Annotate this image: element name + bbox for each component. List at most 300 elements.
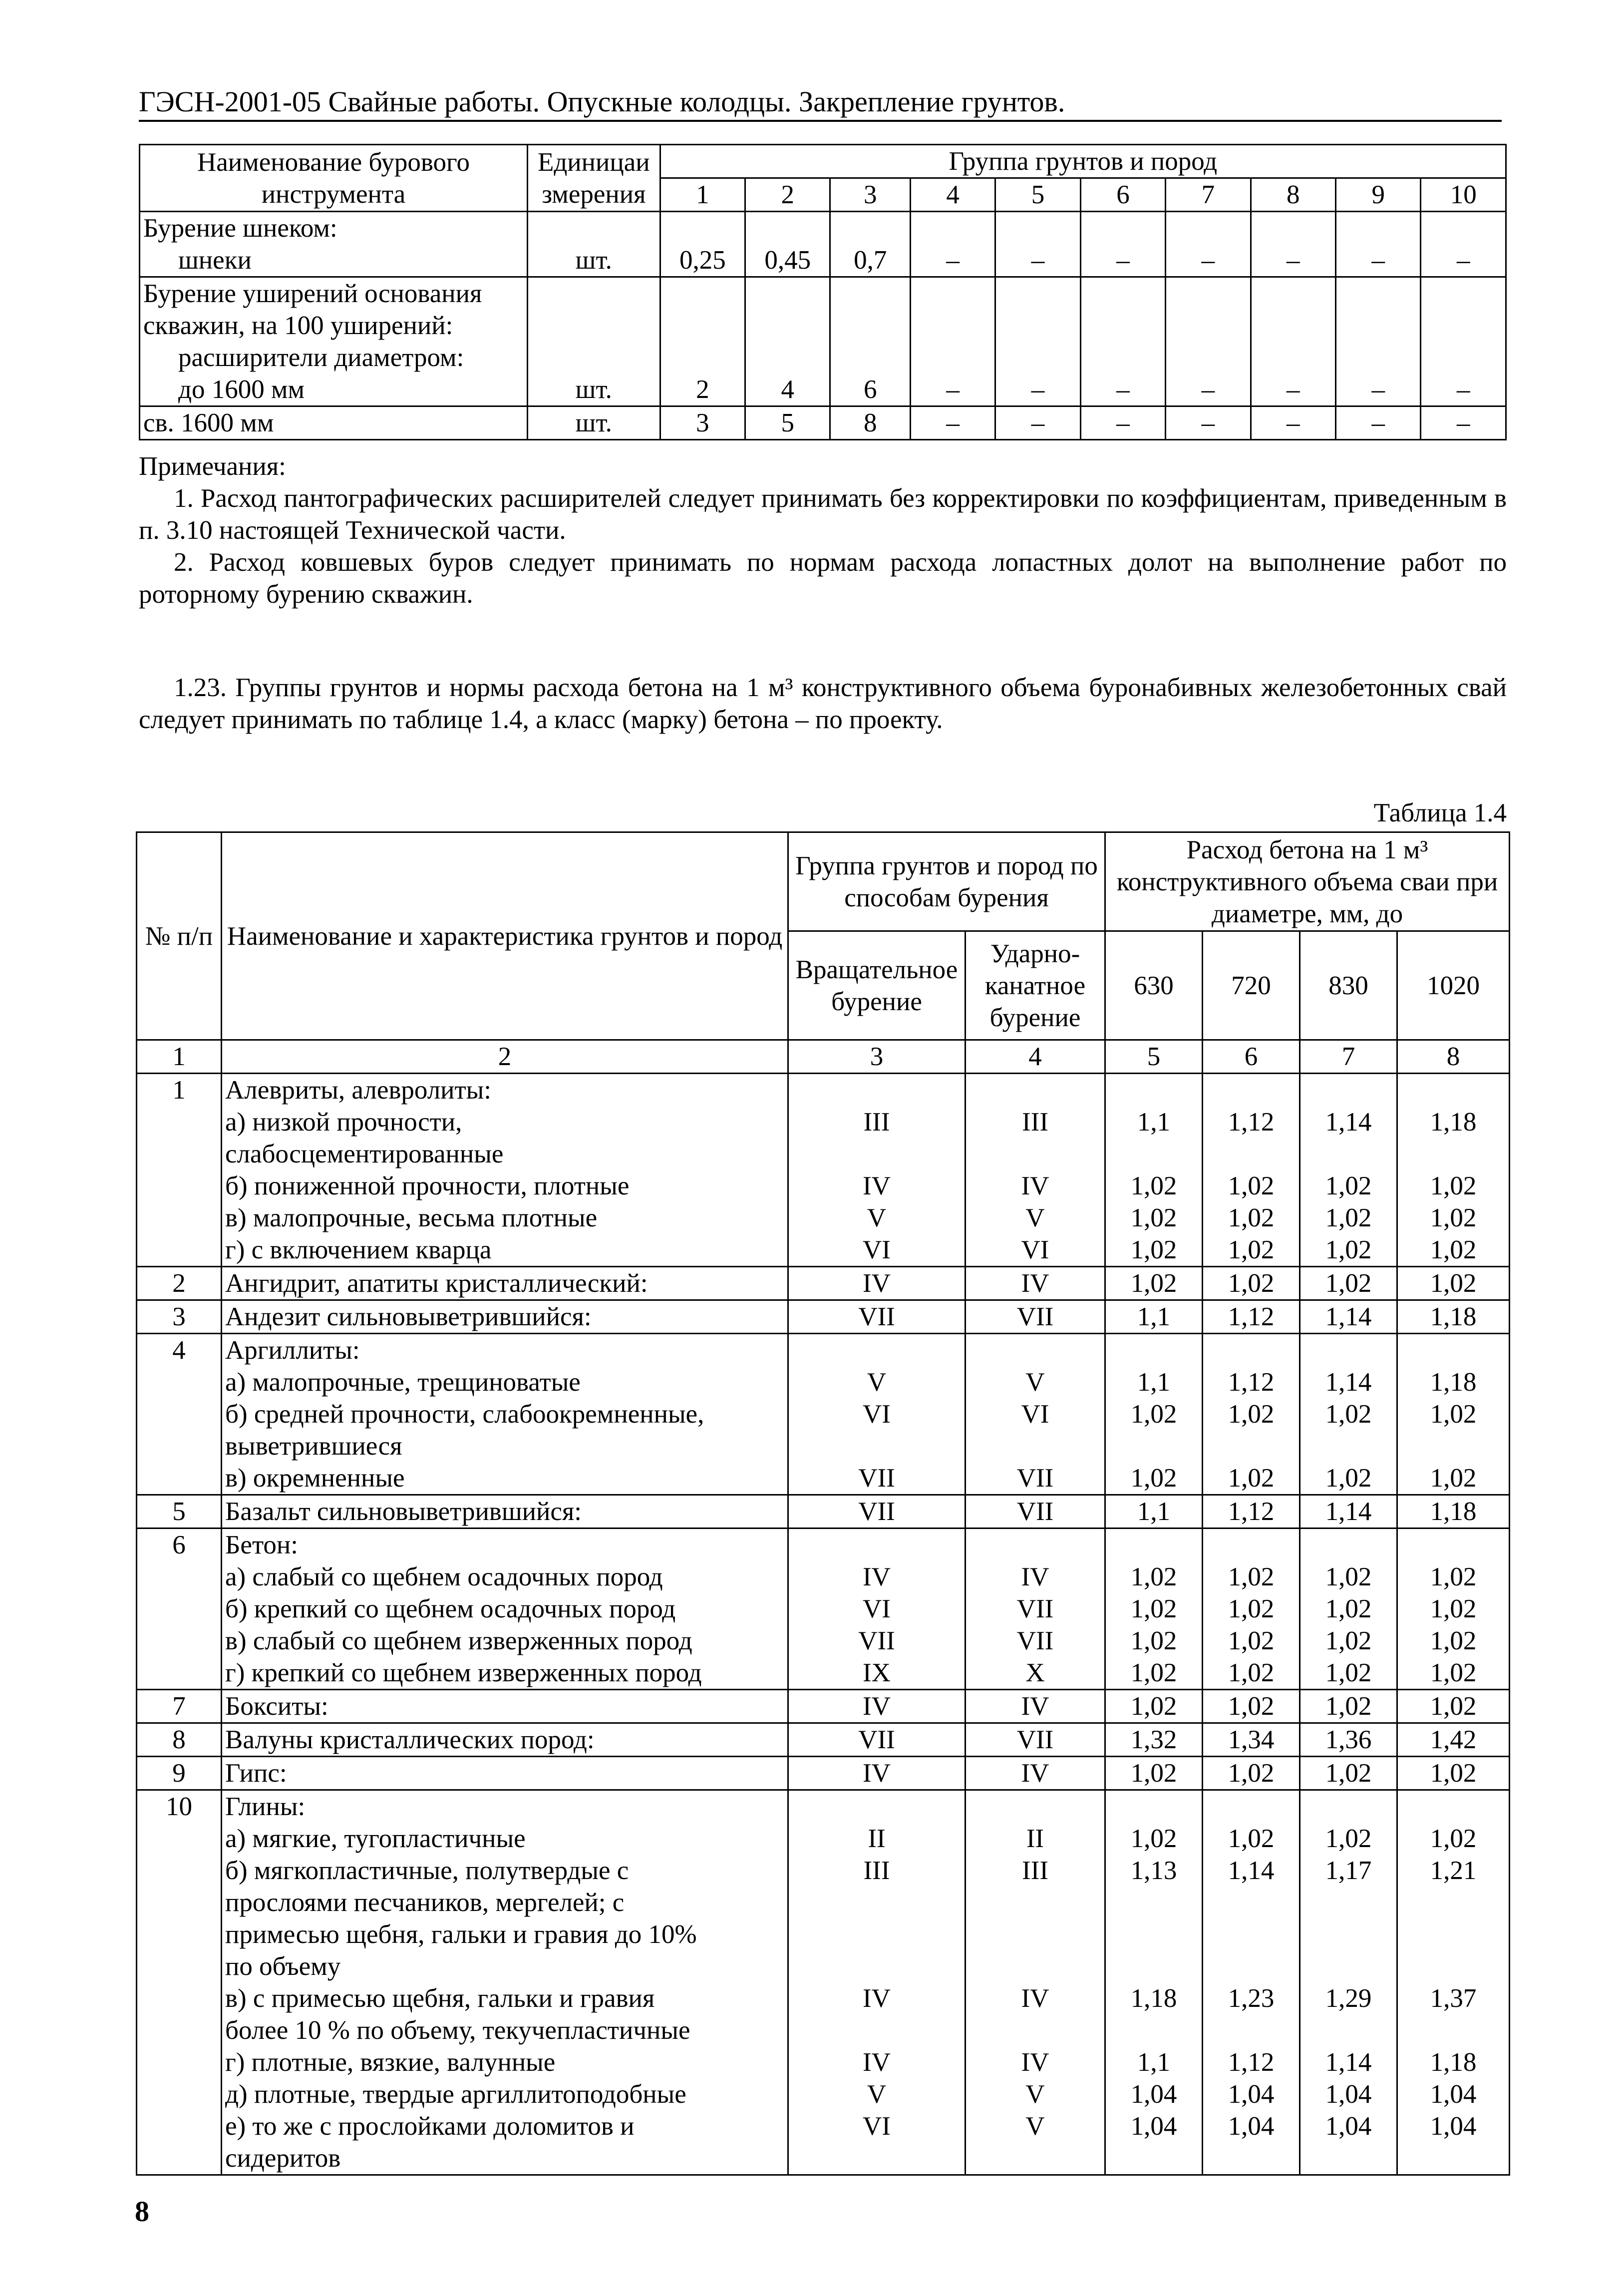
cell-line: 1,04 bbox=[1430, 2112, 1477, 2141]
cell-line: 1,02 bbox=[1430, 1594, 1477, 1623]
cell-line: IV bbox=[1021, 1984, 1049, 2013]
unit-value: шт. bbox=[575, 246, 612, 275]
value-text: 0,25 bbox=[679, 246, 726, 275]
table1-value bbox=[1336, 212, 1421, 277]
consumption-value bbox=[1105, 1528, 1203, 1690]
cell-line: 1,02 bbox=[1325, 1203, 1372, 1232]
soil-name bbox=[222, 1690, 788, 1723]
cell-line bbox=[1303, 2142, 1393, 2174]
cell-line: 1,12 bbox=[1228, 1368, 1275, 1397]
table1-value bbox=[910, 406, 995, 440]
cell-line: 1,02 bbox=[1325, 1824, 1372, 1853]
value-text: 8 bbox=[863, 408, 877, 437]
soil-name-line: в) окремненные bbox=[225, 1464, 405, 1493]
cell-line bbox=[969, 1138, 1101, 1170]
cell-line: IV bbox=[1021, 1269, 1049, 1298]
soil-name bbox=[222, 1495, 788, 1528]
value-text: – bbox=[946, 246, 960, 275]
cell-line: 1,02 bbox=[1430, 1464, 1477, 1493]
row-number: 1 bbox=[137, 1074, 222, 1267]
consumption-value bbox=[1397, 1723, 1510, 1757]
soil-name-line: а) низкой прочности, bbox=[225, 1108, 462, 1137]
soil-name-line: в) слабый со щебнем изверженных пород bbox=[225, 1626, 692, 1655]
cell-line: 1,02 bbox=[1430, 1400, 1477, 1429]
table1-value bbox=[1251, 277, 1335, 406]
table1-value bbox=[660, 406, 745, 440]
table1-group-number: 10 bbox=[1421, 178, 1506, 212]
running-header: ГЭСН-2001-05 Свайные работы. Опускные колодцы. Закрепление грунтов. bbox=[139, 85, 1065, 118]
diameter-header: 830 bbox=[1300, 931, 1397, 1040]
cell-line bbox=[1206, 2142, 1296, 2174]
cell-line: 1,02 bbox=[1228, 1400, 1275, 1429]
value-text: – bbox=[1456, 246, 1470, 275]
diameter-header: 1020 bbox=[1397, 931, 1510, 1040]
consumption-value bbox=[1105, 1300, 1203, 1334]
cell-line: 1,02 bbox=[1430, 1203, 1477, 1232]
cell-line bbox=[792, 1950, 962, 1982]
column-index: 2 bbox=[222, 1040, 788, 1074]
cell-line: IV bbox=[863, 1692, 891, 1721]
table1-group-number: 1 bbox=[660, 178, 745, 212]
cell-line bbox=[1303, 1430, 1393, 1462]
cell-line bbox=[1303, 1791, 1393, 1823]
cell-line: IV bbox=[863, 1759, 891, 1788]
cell-line bbox=[969, 1430, 1101, 1462]
table1-value bbox=[830, 212, 910, 277]
table2-column-index-row bbox=[137, 1040, 1510, 1074]
cell-line bbox=[792, 1791, 962, 1823]
cell-line: 1,02 bbox=[1130, 1594, 1177, 1623]
soil-name-line: Гипс: bbox=[225, 1759, 287, 1788]
cell-line: VI bbox=[863, 1235, 891, 1264]
table-row bbox=[137, 1267, 1510, 1300]
consumption-value bbox=[1105, 1267, 1203, 1300]
cell-line bbox=[1206, 2014, 1296, 2046]
consumption-value bbox=[1397, 1267, 1510, 1300]
cell-line: 1,04 bbox=[1325, 2080, 1372, 2109]
table1-value bbox=[660, 212, 745, 277]
cell-line bbox=[1401, 1791, 1506, 1823]
consumption-value bbox=[1397, 1495, 1510, 1528]
table1-value bbox=[1251, 212, 1335, 277]
consumption-value bbox=[1300, 1723, 1397, 1757]
group-value bbox=[788, 1267, 966, 1300]
value-text: 2 bbox=[696, 375, 709, 404]
group-value bbox=[966, 1757, 1105, 1790]
cell-line: V bbox=[867, 1368, 887, 1397]
cell-line bbox=[1206, 1430, 1296, 1462]
table1-value bbox=[995, 212, 1080, 277]
value-text: 4 bbox=[781, 375, 795, 404]
cell-line bbox=[1401, 1074, 1506, 1106]
cell-line: 1,02 bbox=[1325, 1562, 1372, 1591]
cell-line: VI bbox=[863, 2112, 891, 2141]
table2-col-name: Наименование и характеристика грунтов и пород bbox=[222, 832, 788, 1040]
column-index: 7 bbox=[1300, 1040, 1397, 1074]
cell-line: 1,36 bbox=[1325, 1725, 1372, 1754]
row-number: 3 bbox=[137, 1300, 222, 1334]
row-number: 7 bbox=[137, 1690, 222, 1723]
table-row bbox=[140, 277, 1506, 406]
table2-header-row-1 bbox=[137, 832, 1510, 931]
table1-value bbox=[1166, 212, 1251, 277]
consumption-value bbox=[1300, 1690, 1397, 1723]
table1-body bbox=[140, 212, 1506, 440]
cell-line: 1,04 bbox=[1130, 2080, 1177, 2109]
consumption-value bbox=[1397, 1300, 1510, 1334]
consumption-value bbox=[1203, 1074, 1300, 1267]
soil-name-line: д) плотные, твердые аргиллитоподобные bbox=[225, 2080, 686, 2109]
cell-line: III bbox=[863, 1856, 890, 1885]
cell-line bbox=[1109, 1950, 1199, 1982]
soil-name bbox=[222, 1334, 788, 1495]
value-text: – bbox=[1201, 408, 1215, 437]
table1-unit bbox=[527, 277, 660, 406]
table-row bbox=[137, 1495, 1510, 1528]
table1-col-name: Наименование бурового инструмента bbox=[140, 145, 528, 212]
cell-line: 1,1 bbox=[1137, 1302, 1171, 1331]
consumption-value bbox=[1203, 1690, 1300, 1723]
group-value bbox=[788, 1790, 966, 2175]
cell-line bbox=[1401, 2014, 1506, 2046]
soil-name-line: по объему bbox=[225, 1952, 341, 1981]
cell-line: IV bbox=[863, 1984, 891, 2013]
cell-line bbox=[1303, 1074, 1393, 1106]
table1-tool-name bbox=[140, 212, 528, 277]
cell-line bbox=[1109, 1074, 1199, 1106]
cell-line: VII bbox=[1016, 1497, 1054, 1526]
consumption-value bbox=[1203, 1757, 1300, 1790]
cell-line bbox=[792, 1529, 962, 1561]
table1-group-number: 6 bbox=[1080, 178, 1165, 212]
cell-line: VII bbox=[1016, 1464, 1054, 1493]
group-value bbox=[966, 1690, 1105, 1723]
cell-line: 1,02 bbox=[1430, 1269, 1477, 1298]
cell-line bbox=[1206, 1529, 1296, 1561]
cell-line bbox=[1303, 1529, 1393, 1561]
cell-line: VI bbox=[1021, 1235, 1049, 1264]
soil-name-line: б) пониженной прочности, плотные bbox=[225, 1171, 630, 1200]
cell-line: 1,1 bbox=[1137, 1497, 1171, 1526]
consumption-value bbox=[1300, 1334, 1397, 1495]
cell-line bbox=[1109, 1791, 1199, 1823]
row-number: 9 bbox=[137, 1757, 222, 1790]
tool-name-line: шнеки bbox=[178, 246, 252, 275]
cell-line bbox=[1401, 2142, 1506, 2174]
soil-name-line: Андезит сильновыветрившийся: bbox=[225, 1302, 592, 1331]
cell-line: IV bbox=[863, 1562, 891, 1591]
cell-line: 1,04 bbox=[1228, 2112, 1275, 2141]
cell-line: III bbox=[1022, 1856, 1048, 1885]
table-row bbox=[137, 1528, 1510, 1690]
cell-line: II bbox=[868, 1824, 886, 1853]
table1-tool-name bbox=[140, 406, 528, 440]
cell-line: 1,02 bbox=[1325, 1692, 1372, 1721]
table-row bbox=[137, 1074, 1510, 1267]
table1-value bbox=[1336, 406, 1421, 440]
drilling-tools-table bbox=[139, 144, 1507, 440]
cell-line: 1,18 bbox=[1430, 2048, 1477, 2077]
cell-line: 1,02 bbox=[1228, 1269, 1275, 1298]
cell-line bbox=[1109, 1334, 1199, 1366]
cell-line: VII bbox=[858, 1497, 895, 1526]
cell-line bbox=[1401, 1887, 1506, 1918]
note-1: 1. Расход пантографических расширителей следует принимать без корректировки по коэффициентам, приведенным в п. 3.10 настоящей Технической части. bbox=[139, 484, 1507, 545]
soil-name-line: б) мягкопластичные, полутвердые с bbox=[225, 1856, 629, 1885]
cell-line: 1,02 bbox=[1430, 1626, 1477, 1655]
column-index: 8 bbox=[1397, 1040, 1510, 1074]
soil-name-line: а) мягкие, тугопластичные bbox=[225, 1824, 526, 1853]
row-number: 8 bbox=[137, 1723, 222, 1757]
cell-line: 1,14 bbox=[1325, 1368, 1372, 1397]
cell-line bbox=[792, 1887, 962, 1918]
cell-line: 1,02 bbox=[1430, 1562, 1477, 1591]
cell-line bbox=[1206, 1950, 1296, 1982]
consumption-value bbox=[1203, 1790, 1300, 2175]
soil-name-line: а) слабый со щебнем осадочных пород bbox=[225, 1562, 663, 1591]
soil-name bbox=[222, 1300, 788, 1334]
table-row bbox=[137, 1790, 1510, 2175]
cell-line bbox=[792, 1074, 962, 1106]
cell-line: 1,14 bbox=[1325, 2048, 1372, 2077]
cell-line: 1,02 bbox=[1130, 1203, 1177, 1232]
cell-line: X bbox=[1025, 1658, 1045, 1687]
cell-line: 1,02 bbox=[1228, 1594, 1275, 1623]
notes-title: Примечания: bbox=[139, 452, 286, 481]
paragraph-1-23: 1.23. Группы грунтов и нормы расхода бетона на 1 м³ конструктивного объема буронабивных железобетонных свай следует принимать по таблице 1.4, а класс (марку) бетона – по проекту. bbox=[139, 673, 1507, 734]
cell-line bbox=[1109, 1529, 1199, 1561]
cell-line bbox=[1401, 1529, 1506, 1561]
column-index: 5 bbox=[1105, 1040, 1203, 1074]
group-value bbox=[788, 1074, 966, 1267]
cell-line: 1,02 bbox=[1130, 1269, 1177, 1298]
cell-line bbox=[1206, 1138, 1296, 1170]
table1-value bbox=[745, 277, 830, 406]
cell-line bbox=[1109, 1430, 1199, 1462]
group-value bbox=[788, 1757, 966, 1790]
consumption-value bbox=[1203, 1528, 1300, 1690]
cell-line: 1,02 bbox=[1228, 1562, 1275, 1591]
table1-value bbox=[745, 406, 830, 440]
consumption-value bbox=[1105, 1495, 1203, 1528]
table1-value bbox=[1336, 277, 1421, 406]
cell-line: 1,21 bbox=[1430, 1856, 1477, 1885]
cell-line: VII bbox=[1016, 1302, 1054, 1331]
cell-line: VII bbox=[858, 1725, 895, 1754]
soil-name-line: г) крепкий со щебнем изверженных пород bbox=[225, 1658, 702, 1687]
cell-line: 1,02 bbox=[1130, 1562, 1177, 1591]
value-text: – bbox=[1116, 408, 1130, 437]
table1-tool-name bbox=[140, 277, 528, 406]
group-value bbox=[788, 1528, 966, 1690]
value-text: – bbox=[1371, 375, 1385, 404]
soil-name-line: сидеритов bbox=[225, 2144, 341, 2173]
cell-line: IV bbox=[1021, 2048, 1049, 2077]
cell-line bbox=[1206, 1074, 1296, 1106]
cell-line: V bbox=[1025, 1203, 1045, 1232]
cell-line: V bbox=[867, 2080, 887, 2109]
table-row bbox=[137, 1757, 1510, 1790]
row-number: 10 bbox=[137, 1790, 222, 2175]
soil-name-line: в) малопрочные, весьма плотные bbox=[225, 1203, 598, 1232]
soil-name-line: Аргиллиты: bbox=[225, 1336, 360, 1365]
cell-line: 1,02 bbox=[1228, 1692, 1275, 1721]
soil-name-line: слабосцементированные bbox=[225, 1140, 504, 1168]
cell-line bbox=[969, 1074, 1101, 1106]
cell-line bbox=[1206, 1887, 1296, 1918]
table2-col-num: № п/п bbox=[137, 832, 222, 1040]
cell-line: 1,02 bbox=[1228, 1658, 1275, 1687]
cell-line bbox=[1303, 1138, 1393, 1170]
cell-line: 1,14 bbox=[1325, 1302, 1372, 1331]
cell-line: 1,02 bbox=[1130, 1824, 1177, 1853]
soil-name-line: г) плотные, вязкие, валунные bbox=[225, 2048, 556, 2077]
cell-line bbox=[969, 1334, 1101, 1366]
cell-line bbox=[792, 1430, 962, 1462]
consumption-value bbox=[1397, 1334, 1510, 1495]
tool-name-line: расширители диаметром: bbox=[178, 343, 464, 372]
soil-name bbox=[222, 1528, 788, 1690]
cell-line: 1,02 bbox=[1130, 1400, 1177, 1429]
group-value bbox=[966, 1495, 1105, 1528]
column-index: 4 bbox=[966, 1040, 1105, 1074]
cell-line bbox=[969, 2014, 1101, 2046]
cell-line: VI bbox=[863, 1400, 891, 1429]
soil-name-line: прослоями песчаников, мергелей; с bbox=[225, 1888, 625, 1917]
table1-group-number: 5 bbox=[995, 178, 1080, 212]
cell-line bbox=[1303, 1950, 1393, 1982]
cell-line: 1,1 bbox=[1137, 1108, 1171, 1137]
soil-name-line: Валуны кристаллических пород: bbox=[225, 1725, 595, 1754]
table1-value bbox=[830, 406, 910, 440]
cell-line: 1,32 bbox=[1130, 1725, 1177, 1754]
cell-line: IV bbox=[863, 2048, 891, 2077]
cell-line: 1,02 bbox=[1325, 1464, 1372, 1493]
row-number: 5 bbox=[137, 1495, 222, 1528]
cell-line: VI bbox=[1021, 1400, 1049, 1429]
value-text: – bbox=[1287, 246, 1300, 275]
cell-line bbox=[1401, 1334, 1506, 1366]
cell-line bbox=[1303, 1918, 1393, 1950]
cell-line bbox=[1401, 1430, 1506, 1462]
soil-name bbox=[222, 1723, 788, 1757]
table1-value bbox=[995, 406, 1080, 440]
column-index: 6 bbox=[1203, 1040, 1300, 1074]
table1-value bbox=[995, 277, 1080, 406]
table1-col-group: Группа грунтов и пород bbox=[660, 145, 1506, 178]
cell-line: 1,02 bbox=[1228, 1759, 1275, 1788]
consumption-value bbox=[1203, 1723, 1300, 1757]
cell-line: VI bbox=[863, 1594, 891, 1623]
cell-line: 1,02 bbox=[1130, 1692, 1177, 1721]
cell-line bbox=[792, 1138, 962, 1170]
table1-value bbox=[1166, 406, 1251, 440]
table1-value bbox=[745, 212, 830, 277]
cell-line: 1,02 bbox=[1325, 1759, 1372, 1788]
cell-line: 1,02 bbox=[1430, 1824, 1477, 1853]
soil-name-line: в) с примесью щебня, гальки и гравия bbox=[225, 1984, 655, 2013]
table-row bbox=[137, 1334, 1510, 1495]
cell-line: 1,02 bbox=[1130, 1464, 1177, 1493]
cell-line: V bbox=[1025, 2080, 1045, 2109]
soil-name-line: Глины: bbox=[225, 1792, 306, 1821]
column-index: 3 bbox=[788, 1040, 966, 1074]
tool-name-line: скважин, на 100 уширений: bbox=[143, 311, 453, 340]
cell-line: 1,18 bbox=[1430, 1302, 1477, 1331]
group-value bbox=[966, 1790, 1105, 2175]
cell-line: 1,02 bbox=[1228, 1235, 1275, 1264]
cell-line: 1,1 bbox=[1137, 2048, 1171, 2077]
group-value bbox=[966, 1267, 1105, 1300]
cell-line bbox=[969, 1887, 1101, 1918]
value-text: – bbox=[1201, 246, 1215, 275]
cell-line: 1,04 bbox=[1228, 2080, 1275, 2109]
consumption-value bbox=[1300, 1528, 1397, 1690]
group-value bbox=[966, 1074, 1105, 1267]
table1-value bbox=[660, 277, 745, 406]
consumption-value bbox=[1397, 1528, 1510, 1690]
table1-col-unit: Единицаи змерения bbox=[527, 145, 660, 212]
cell-line: IV bbox=[863, 1269, 891, 1298]
cell-line: 1,02 bbox=[1325, 1269, 1372, 1298]
tool-name-line: до 1600 мм bbox=[178, 375, 305, 404]
table1-value bbox=[1080, 277, 1165, 406]
unit-value: шт. bbox=[575, 375, 612, 404]
cell-line bbox=[1109, 2142, 1199, 2174]
cell-line: VII bbox=[858, 1302, 895, 1331]
cell-line: 1,34 bbox=[1228, 1725, 1275, 1754]
cell-line bbox=[1109, 1887, 1199, 1918]
cell-line: 1,18 bbox=[1430, 1368, 1477, 1397]
soil-name-line: Алевриты, алевролиты: bbox=[225, 1076, 492, 1105]
table1-group-number: 3 bbox=[830, 178, 910, 212]
consumption-value bbox=[1397, 1790, 1510, 2175]
table-row bbox=[137, 1690, 1510, 1723]
value-text: – bbox=[946, 408, 960, 437]
table-row bbox=[137, 1723, 1510, 1757]
notes-block bbox=[139, 450, 1507, 610]
table1-value bbox=[1080, 212, 1165, 277]
cell-line: 1,12 bbox=[1228, 1302, 1275, 1331]
cell-line bbox=[1401, 1138, 1506, 1170]
cell-line: 1,17 bbox=[1325, 1856, 1372, 1885]
cell-line: 1,02 bbox=[1130, 1235, 1177, 1264]
cell-line bbox=[1303, 2014, 1393, 2046]
cell-line: 1,02 bbox=[1325, 1626, 1372, 1655]
cell-line: V bbox=[1025, 1368, 1045, 1397]
soil-name-line: более 10 % по объему, текучепластичные bbox=[225, 2016, 690, 2045]
cell-line: VII bbox=[858, 1464, 895, 1493]
cell-line: IV bbox=[1021, 1692, 1049, 1721]
table2-col-consumption: Расход бетона на 1 м³ конструктивного объема сваи при диаметре, мм, до bbox=[1105, 832, 1510, 931]
cell-line: 1,02 bbox=[1325, 1400, 1372, 1429]
concrete-consumption-table bbox=[136, 831, 1510, 2176]
soil-name-line: а) малопрочные, трещиноватые bbox=[225, 1368, 581, 1397]
value-text: – bbox=[1031, 408, 1045, 437]
soil-name-line: Базальт сильновыветрившийся: bbox=[225, 1497, 582, 1526]
row-number: 4 bbox=[137, 1334, 222, 1495]
table2-col-percussion: Ударно-канатное бурение bbox=[966, 931, 1105, 1040]
row-number: 6 bbox=[137, 1528, 222, 1690]
value-text: 5 bbox=[781, 408, 795, 437]
group-value bbox=[788, 1690, 966, 1723]
table1-group-number: 7 bbox=[1166, 178, 1251, 212]
group-value bbox=[966, 1723, 1105, 1757]
soil-name-line: г) с включением кварца bbox=[225, 1235, 492, 1264]
value-text: – bbox=[1371, 408, 1385, 437]
soil-name-line: выветрившиеся bbox=[225, 1432, 402, 1461]
table1-group-number: 9 bbox=[1336, 178, 1421, 212]
